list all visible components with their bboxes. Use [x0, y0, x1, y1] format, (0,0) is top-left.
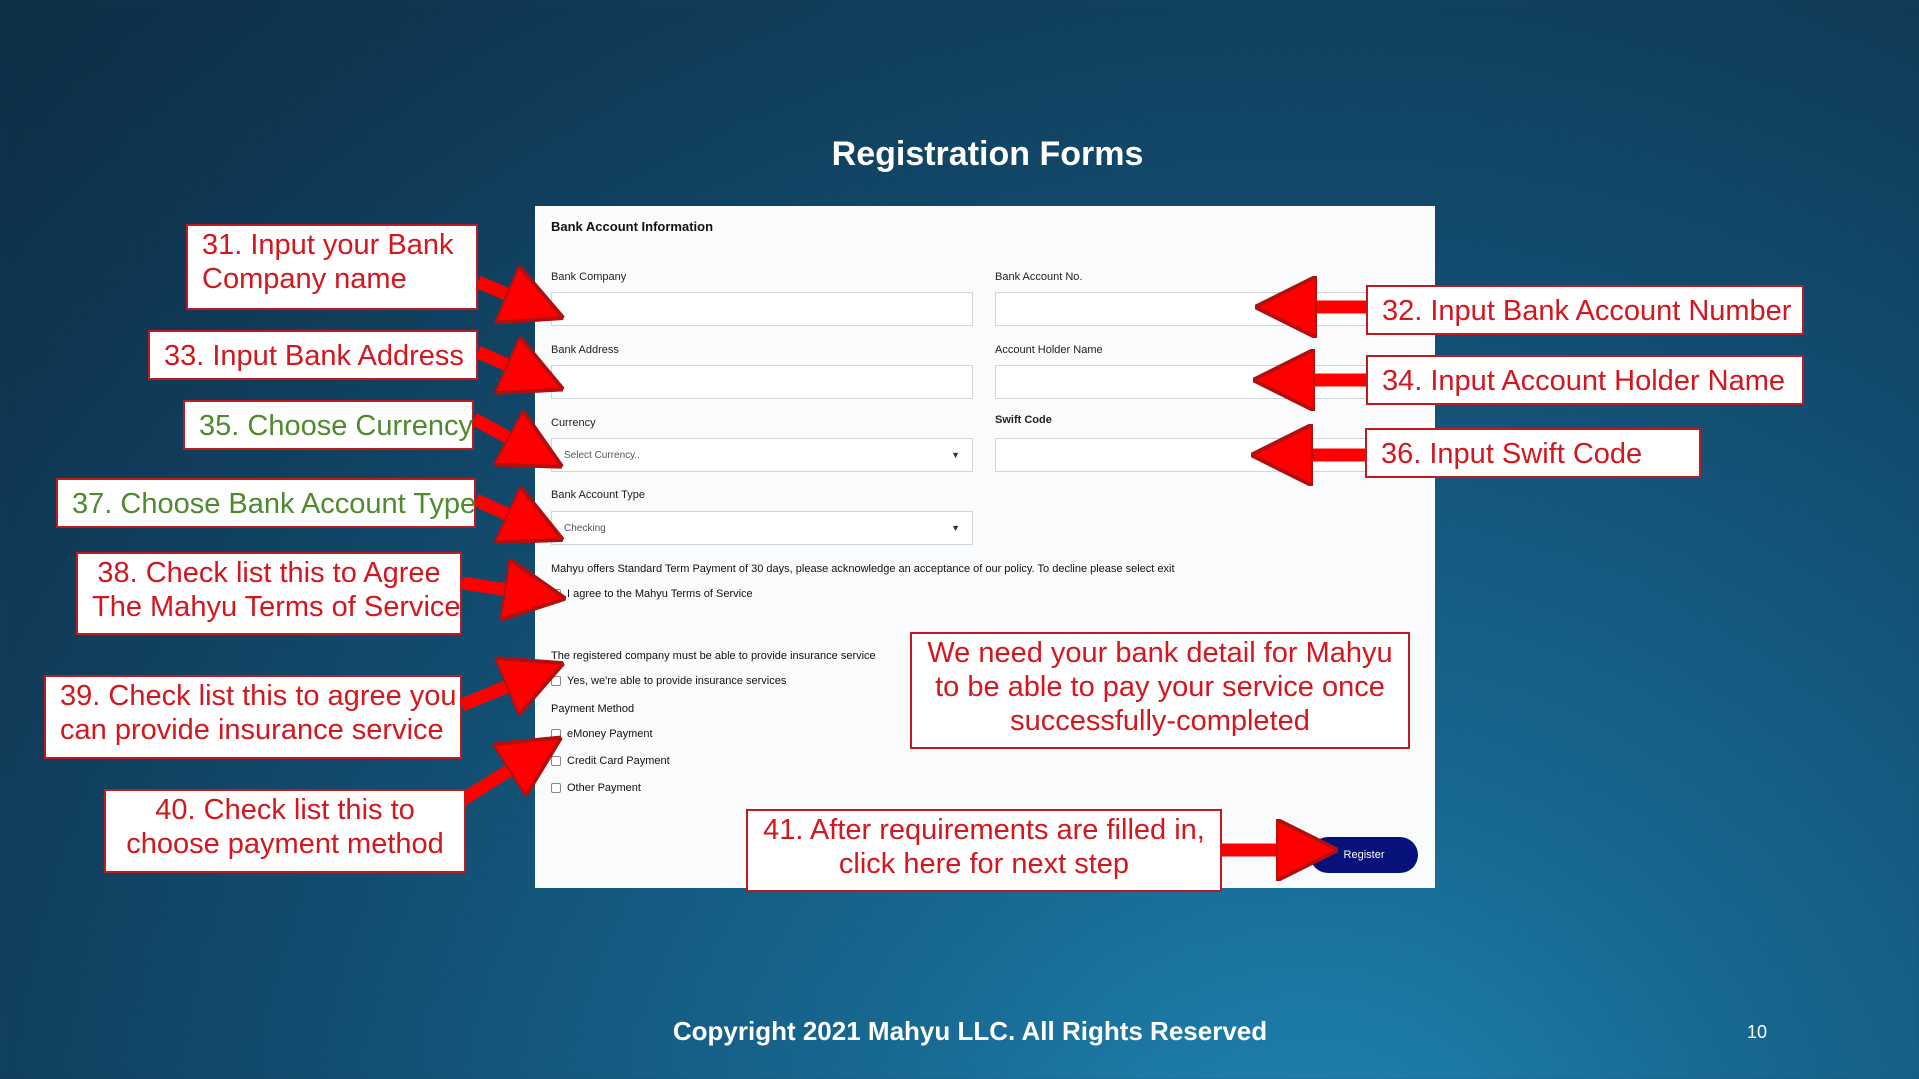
arrow-39 — [462, 675, 535, 705]
callout-37: 37. Choose Bank Account Type — [56, 478, 476, 528]
callout-35: 35. Choose Currency — [183, 400, 474, 450]
arrow-35 — [474, 419, 535, 452]
payment-option-label: Credit Card Payment — [567, 755, 670, 767]
bank-company-label: Bank Company — [551, 271, 627, 283]
callout-31: 31. Input your Bank Company name — [186, 224, 478, 310]
bank-address-label: Bank Address — [551, 344, 619, 356]
account-type-label: Bank Account Type — [551, 489, 645, 501]
mahyu-note-callout: We need your bank detail for Mahyu to be able to pay your service once successfully-completed — [910, 632, 1410, 749]
form-heading: Bank Account Information — [551, 219, 714, 234]
payment-option-label: Other Payment — [567, 782, 641, 794]
terms-checkbox-label: I agree to the Mahyu Terms of Service — [567, 588, 753, 600]
callout-41: 41. After requirements are filled in, click here for next step — [746, 809, 1222, 892]
chevron-down-icon: ▼ — [951, 523, 960, 533]
callout-39: 39. Check list this to agree you can provide insurance service — [44, 675, 462, 759]
callout-32: 32. Input Bank Account Number — [1366, 285, 1804, 335]
arrow-31 — [478, 282, 535, 306]
chevron-down-icon: ▼ — [951, 450, 960, 460]
account-holder-label: Account Holder Name — [995, 344, 1103, 356]
currency-select-value: Select Currency.. — [564, 449, 640, 461]
arrow-40 — [462, 754, 535, 800]
terms-text: Mahyu offers Standard Term Payment of 30 days, please acknowledge an acceptance of our policy. To decline please select exit — [551, 563, 1175, 575]
currency-label: Currency — [551, 417, 596, 429]
bank-account-no-label: Bank Account No. — [995, 271, 1083, 283]
page-number: 10 — [1746, 1022, 1767, 1042]
insurance-text: The registered company must be able to provide insurance service — [551, 650, 876, 662]
callout-34: 34. Input Account Holder Name — [1366, 355, 1804, 405]
arrow-38 — [462, 583, 535, 594]
callout-38: 38. Check list this to Agree The Mahyu Terms of Service — [76, 552, 462, 635]
swift-code-label: Swift Code — [995, 414, 1052, 426]
payment-option-label: eMoney Payment — [567, 728, 653, 740]
register-button[interactable]: Register — [1310, 837, 1418, 873]
insurance-checkbox-label: Yes, we're able to provide insurance services — [567, 675, 787, 687]
payment-method-label: Payment Method — [551, 703, 635, 715]
arrow-37 — [476, 500, 535, 527]
slide-title: Registration Forms — [831, 135, 1144, 173]
callout-36: 36. Input Swift Code — [1365, 428, 1701, 478]
arrow-33 — [478, 352, 535, 377]
callout-40: 40. Check list this to choose payment method — [104, 789, 466, 873]
account-type-select-value: Checking — [564, 522, 606, 534]
copyright-footer: Copyright 2021 Mahyu LLC. All Rights Reserved — [672, 1016, 1268, 1046]
callout-33: 33. Input Bank Address — [148, 330, 478, 380]
